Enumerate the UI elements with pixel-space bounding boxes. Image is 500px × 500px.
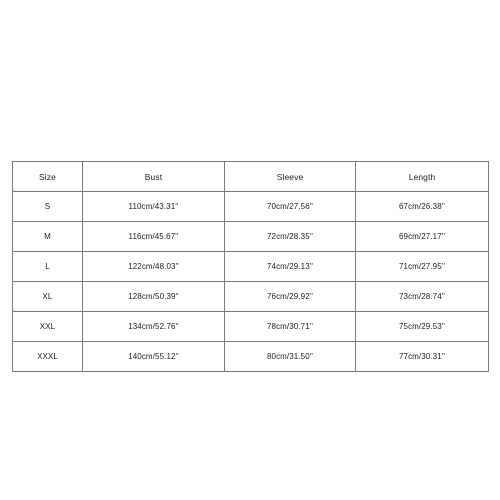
- column-header-bust: Bust: [83, 162, 225, 192]
- column-header-length: Length: [356, 162, 489, 192]
- size-chart-table: [12, 161, 489, 372]
- size-cell: XXXL: [13, 342, 83, 372]
- table-row: [13, 282, 489, 312]
- size-cell: XL: [13, 282, 83, 312]
- size-cell: S: [13, 192, 83, 222]
- sleeve-cell: 72cm/28.35'': [225, 222, 356, 252]
- sleeve-cell: 74cm/29.13'': [225, 252, 356, 282]
- length-cell: 73cm/28.74'': [356, 282, 489, 312]
- length-cell: 75cm/29.53'': [356, 312, 489, 342]
- sleeve-cell: 76cm/29.92'': [225, 282, 356, 312]
- bust-cell: 134cm/52.76'': [83, 312, 225, 342]
- sleeve-cell: 70cm/27.56'': [225, 192, 356, 222]
- length-cell: 71cm/27.95'': [356, 252, 489, 282]
- length-cell: 67cm/26.38'': [356, 192, 489, 222]
- bust-cell: 116cm/45.67'': [83, 222, 225, 252]
- table-row: [13, 252, 489, 282]
- column-header-size: Size: [13, 162, 83, 192]
- table-row: [13, 222, 489, 252]
- sleeve-cell: 80cm/31.50'': [225, 342, 356, 372]
- table-row: [13, 312, 489, 342]
- size-cell: M: [13, 222, 83, 252]
- bust-cell: 128cm/50.39'': [83, 282, 225, 312]
- column-header-sleeve: Sleeve: [225, 162, 356, 192]
- bust-cell: 140cm/55.12'': [83, 342, 225, 372]
- size-cell: L: [13, 252, 83, 282]
- sleeve-cell: 78cm/30.71'': [225, 312, 356, 342]
- table-row: [13, 192, 489, 222]
- bust-cell: 110cm/43.31'': [83, 192, 225, 222]
- size-cell: XXL: [13, 312, 83, 342]
- length-cell: 69cm/27.17'': [356, 222, 489, 252]
- length-cell: 77cm/30.31'': [356, 342, 489, 372]
- table-row: [13, 342, 489, 372]
- bust-cell: 122cm/48.03'': [83, 252, 225, 282]
- table-header-row: [13, 162, 489, 192]
